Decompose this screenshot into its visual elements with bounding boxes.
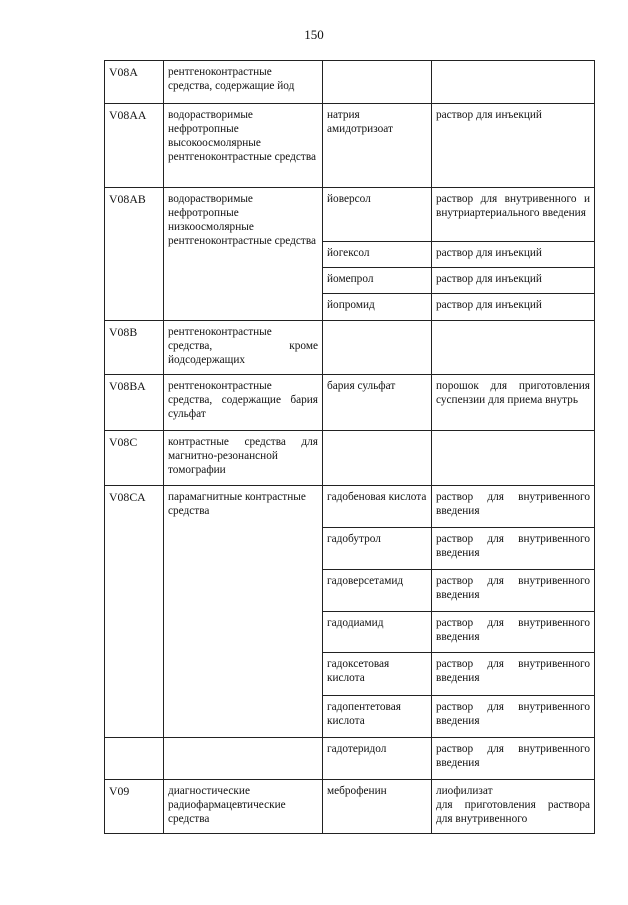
dosage-form: раствор для внутривенного введения bbox=[432, 738, 595, 780]
drug-name: гадобеновая кислота bbox=[323, 486, 432, 528]
drug-name: йоверсол bbox=[323, 188, 432, 242]
atc-group-name: диагностические радиофармацевтические средства bbox=[164, 780, 323, 834]
dosage-form bbox=[432, 321, 595, 375]
atc-group-name: рентгеноконтрастные средства, содержащие йод bbox=[164, 61, 323, 104]
drug-name: гадопентетовая кислота bbox=[323, 696, 432, 738]
dosage-form: раствор для внутривенного введения bbox=[432, 486, 595, 528]
table-row bbox=[105, 738, 595, 780]
dosage-form: раствор для внутривенного введения bbox=[432, 696, 595, 738]
drug-name: йогексол bbox=[323, 242, 432, 268]
drug-name: бария сульфат bbox=[323, 375, 432, 431]
table-row bbox=[105, 188, 595, 242]
page-number: 150 bbox=[304, 27, 324, 42]
dosage-form: раствор для внутривенного введения bbox=[432, 653, 595, 696]
dosage-form bbox=[432, 61, 595, 104]
drug-name bbox=[323, 321, 432, 375]
drug-name bbox=[323, 431, 432, 486]
dosage-form: раствор для инъекций bbox=[432, 268, 595, 294]
table-row bbox=[105, 321, 595, 375]
dosage-form: порошок для приготовления суспензии для приема внутрь bbox=[432, 375, 595, 431]
dosage-form: раствор для инъекций bbox=[432, 294, 595, 321]
atc-group-name bbox=[164, 738, 323, 780]
atc-group-name: рентгеноконтрастные средства, содержащие бария сульфат bbox=[164, 375, 323, 431]
atc-code: V08A bbox=[105, 61, 164, 104]
drug-name: йопромид bbox=[323, 294, 432, 321]
drug-name bbox=[323, 61, 432, 104]
drug-registry-table bbox=[104, 60, 595, 834]
atc-code: V09 bbox=[105, 780, 164, 834]
atc-code: V08C bbox=[105, 431, 164, 486]
drug-name: натрия амидотризоат bbox=[323, 104, 432, 188]
atc-group-name: водорастворимые нефротропные низкоосмолярные рентгеноконтрастные средства bbox=[164, 188, 323, 321]
dosage-form: раствор для внутривенного введения bbox=[432, 612, 595, 653]
table-row bbox=[105, 61, 595, 104]
table-row bbox=[105, 375, 595, 431]
atc-group-name: рентгеноконтрастные средства, кроме йодсодержащих bbox=[164, 321, 323, 375]
drug-name: гадотеридол bbox=[323, 738, 432, 780]
atc-code: V08CA bbox=[105, 486, 164, 738]
dosage-form: раствор для инъекций bbox=[432, 104, 595, 188]
dosage-form: раствор для внутривенного и внутриартериального введения bbox=[432, 188, 595, 242]
table-row bbox=[105, 104, 595, 188]
table-row bbox=[105, 486, 595, 528]
dosage-form: раствор для инъекций bbox=[432, 242, 595, 268]
drug-name: меброфенин bbox=[323, 780, 432, 834]
atc-code: V08AB bbox=[105, 188, 164, 321]
atc-group-name: контрастные средства для магнитно-резонансной томографии bbox=[164, 431, 323, 486]
atc-code bbox=[105, 738, 164, 780]
drug-name: гадобутрол bbox=[323, 528, 432, 570]
table-row bbox=[105, 431, 595, 486]
dosage-form: раствор для внутривенного введения bbox=[432, 570, 595, 612]
atc-group-name: парамагнитные контрастные средства bbox=[164, 486, 323, 738]
atc-code: V08BA bbox=[105, 375, 164, 431]
atc-code: V08B bbox=[105, 321, 164, 375]
atc-group-name: водорастворимые нефротропные высокоосмолярные рентгеноконтрастные средства bbox=[164, 104, 323, 188]
dosage-form bbox=[432, 431, 595, 486]
table-row bbox=[105, 780, 595, 834]
drug-name: йомепрол bbox=[323, 268, 432, 294]
dosage-form: раствор для внутривенного введения bbox=[432, 528, 595, 570]
drug-name: гадоксетовая кислота bbox=[323, 653, 432, 696]
dosage-form: лиофилизат для приготовления раствора для внутривенного bbox=[432, 780, 595, 834]
drug-name: гадоверсетамид bbox=[323, 570, 432, 612]
drug-name: гадодиамид bbox=[323, 612, 432, 653]
atc-code: V08AA bbox=[105, 104, 164, 188]
